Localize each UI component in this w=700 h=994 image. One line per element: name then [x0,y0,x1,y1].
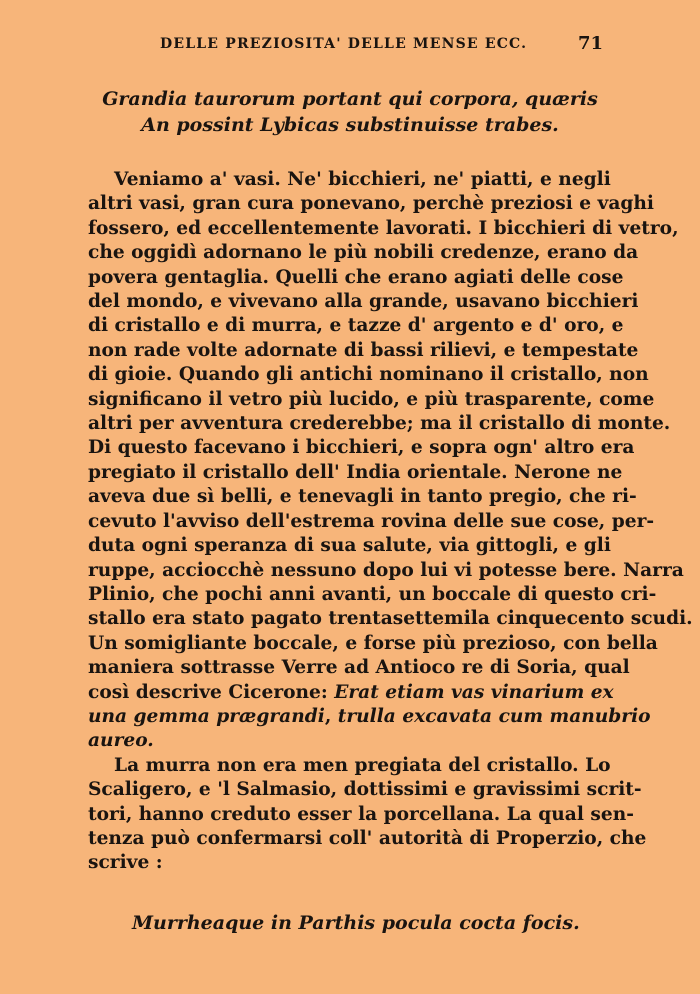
text-line: tori, hanno creduto esser la porcellana. La qual sen- [88,803,634,825]
text-line: Plinio, che pochi anni avanti, un boccale di questo cri- [88,583,657,605]
text-line: maniera sottrasse Verre ad Antioco re di Soria, qual [88,657,630,679]
text-line: non rade volte adornate di bassi rilievi, e tempestate [88,339,639,361]
paragraph [88,754,647,876]
text-line: di gioie. Quando gli antichi nominano il cristallo, non [88,364,649,386]
citation-italic: una gemma prægrandi [88,705,325,727]
text-line: del mondo, e vivevano alla grande, usavano bicchieri [88,291,639,313]
text-line: ruppe, acciocchè nessuno dopo lui vi potesse bere. Narra [88,559,684,581]
text-line: duta ogni speranza di sua salute, via gittogli, e gli [88,535,611,557]
verse-line: Grandia taurorum portant qui corpora, quæris [102,88,598,110]
text-line: scrive : [88,852,163,874]
text-line [88,705,651,729]
text-line: fossero, ed eccellentemente lavorati. I bicchieri di vetro, [88,217,679,239]
text-line: aureo. [88,730,154,752]
text-line: Di questo facevano i bicchieri, e sopra ogn' altro era [88,437,635,459]
text-line: altri vasi, gran cura ponevano, perchè preziosi e vaghi [88,193,654,215]
text-line: di cristallo e di murra, e tazze d' argento e d' oro, e [88,315,624,337]
page-number: 71 [578,33,604,54]
latin-quotation: Murrheaque in Parthis pocula cocta focis. [132,912,580,934]
citation-italic: Erat etiam vas vinarium ex [334,681,614,703]
text-line: tenza può confermarsi coll' autorità di Properzio, che [88,827,647,849]
text-line: La murra non era men pregiata del cristallo. Lo [114,754,611,776]
text-line: povera gentaglia. Quelli che erano agiati delle cose [88,266,624,288]
running-title: DELLE PREZIOSITA' DELLE MENSE ECC. [160,36,528,52]
text-line: aveva due sì belli, e tenevagli in tanto pregio, che ri- [88,486,637,508]
text-line: cevuto l'avviso dell'estrema rovina delle sue cose, per- [88,510,655,532]
body-text [88,168,693,876]
text-line: pregiato il cristallo dell' India orientale. Nerone ne [88,461,623,483]
latin-verse [90,86,610,138]
verse-line: An possint Lybicas substinuisse trabes. [141,114,559,136]
text-line: Veniamo a' vasi. Ne' bicchieri, ne' piatti, e negli [114,169,611,190]
text-line: Scaligero, e 'l Salmasio, dottissimi e gravissimi scrit- [88,779,642,801]
text-line: altri per avventura crederebbe; ma il cristallo di monte. [88,413,671,435]
paragraph [88,168,693,754]
text-line [88,681,614,705]
citation-italic: trulla excavata cum manubrio [337,705,651,727]
text-line: Un somigliante boccale, e forse più prezioso, con bella [88,632,658,654]
text-line: che oggidì adornano le più nobili credenze, erano da [88,242,639,264]
text-segment: , [324,705,338,727]
text-line: significano il vetro più lucido, e più trasparente, come [88,388,655,410]
text-line: stallo era stato pagato trentasettemila cinquecento scudi. [88,608,693,630]
text-segment: così descrive Cicerone: [88,681,335,703]
